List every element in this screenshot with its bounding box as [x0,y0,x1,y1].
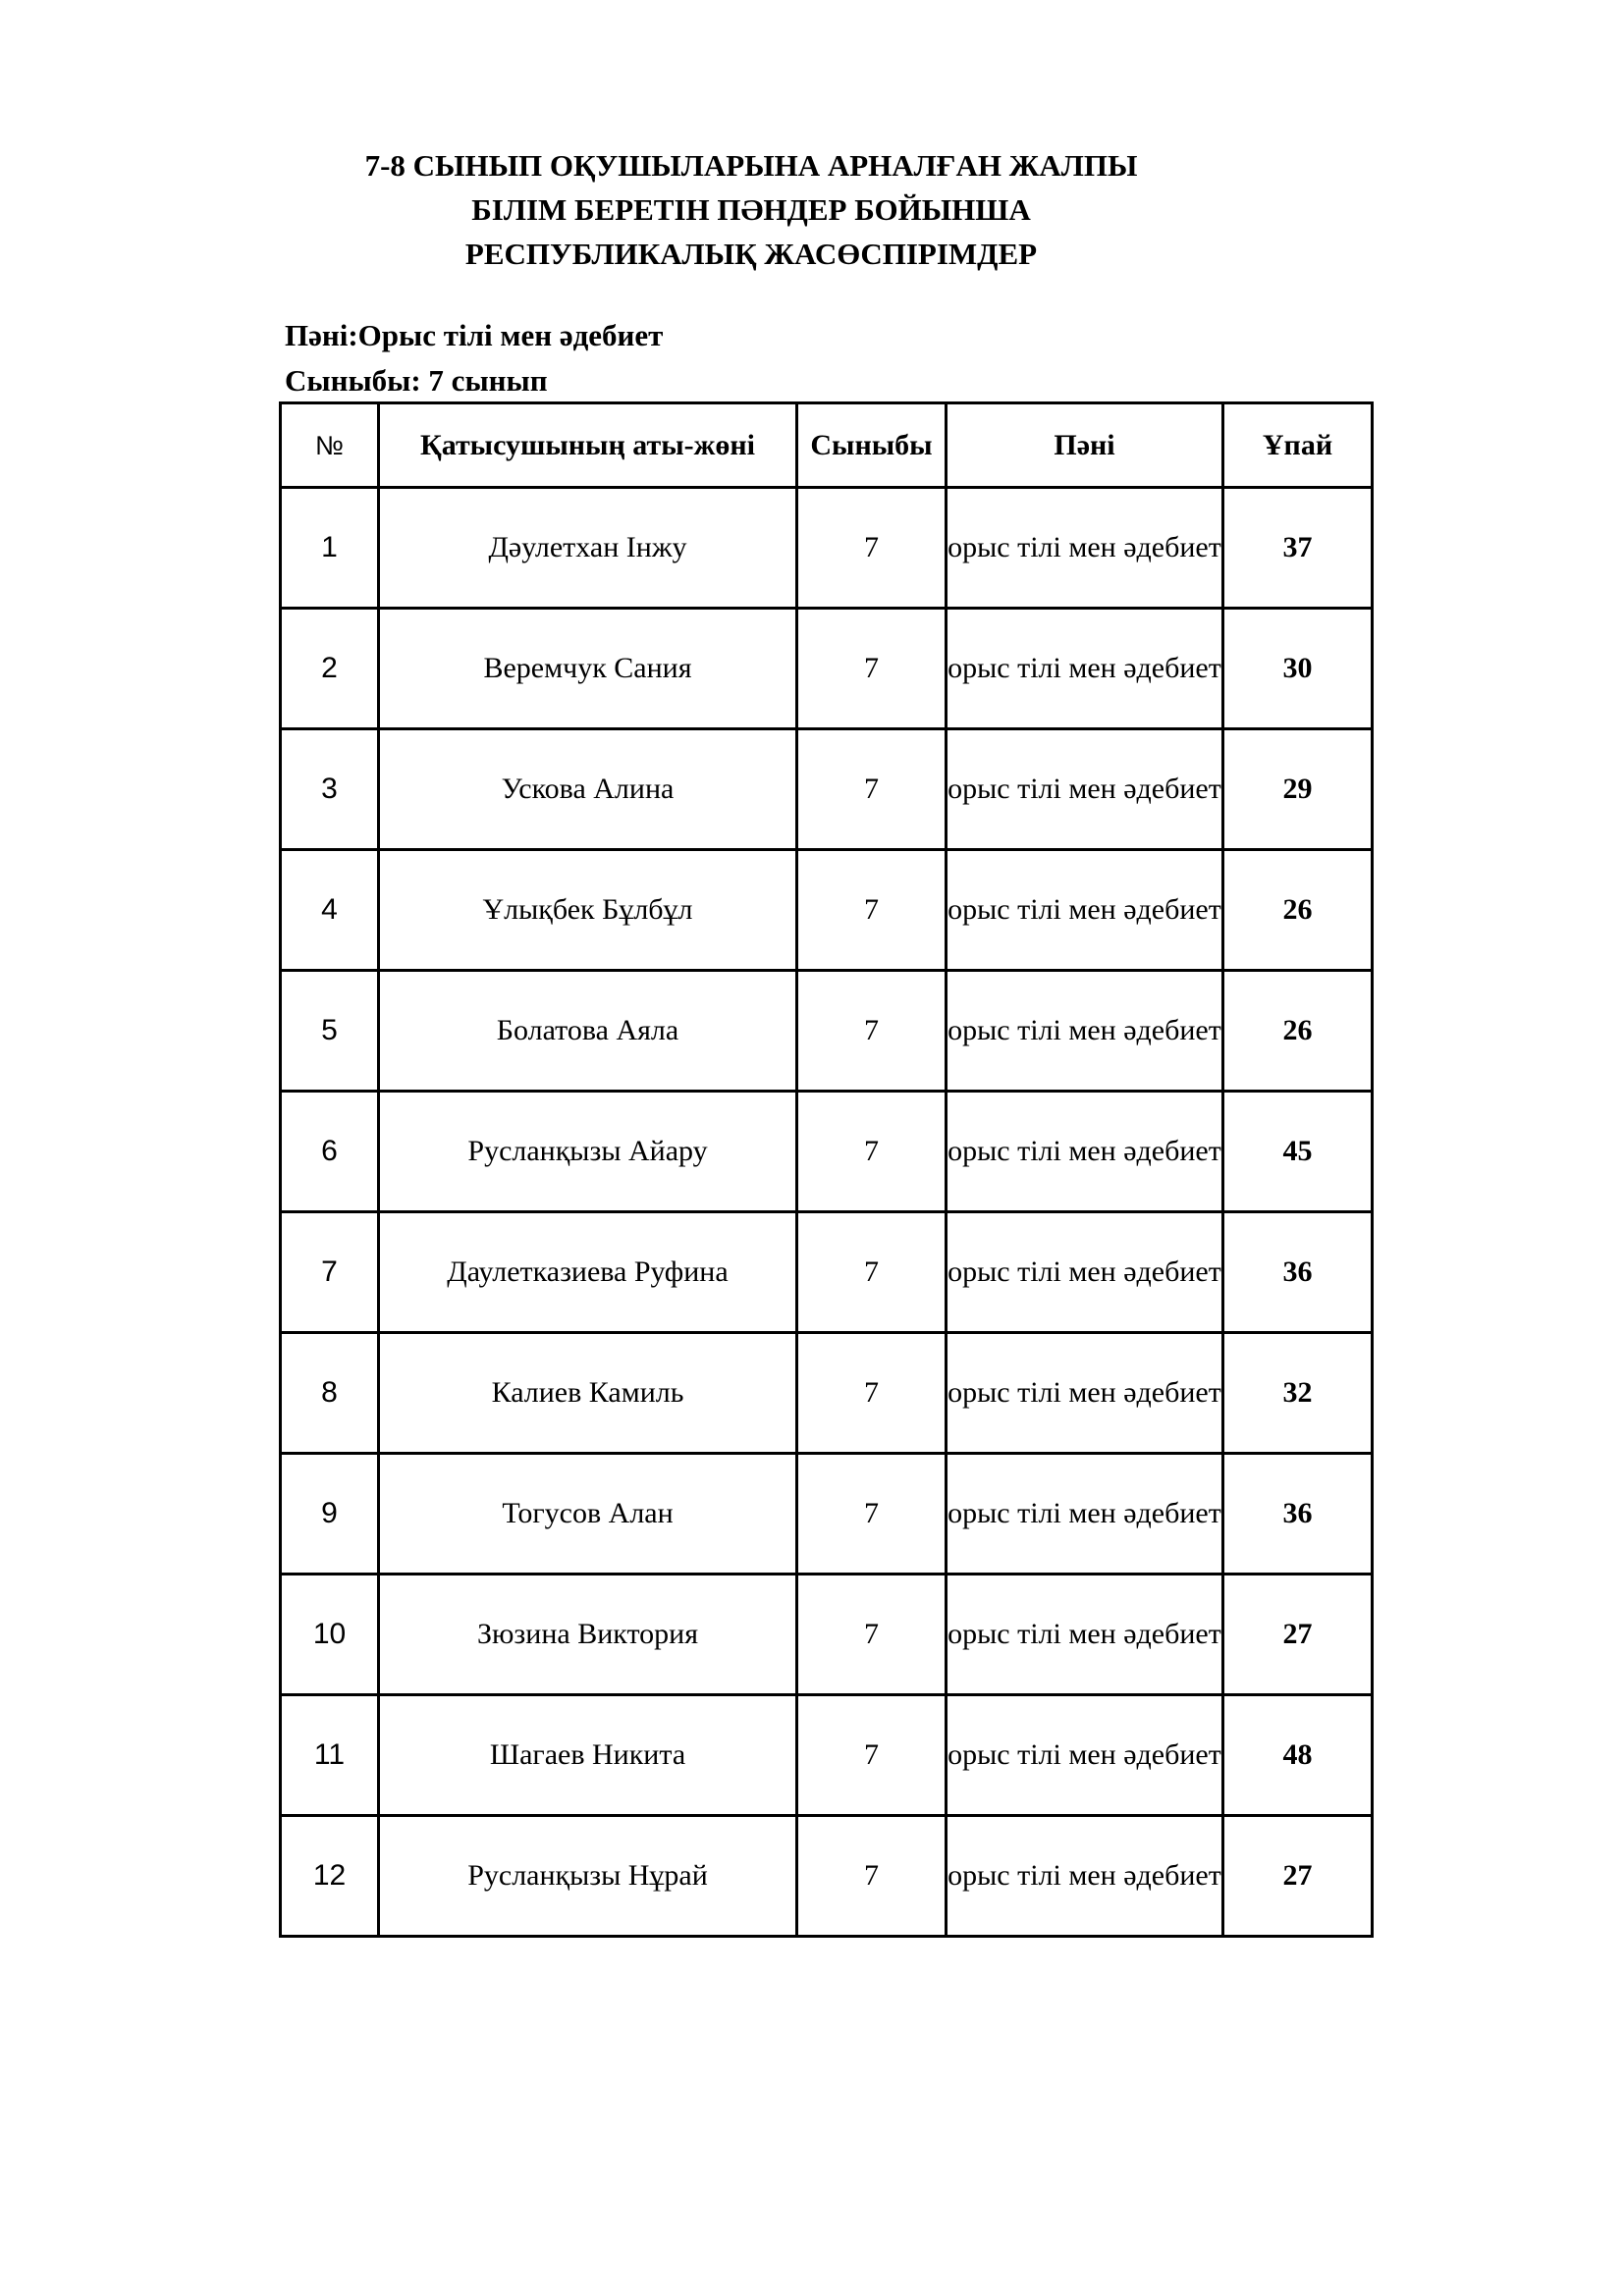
row-score: 37 [1223,488,1373,609]
table-row [281,1695,1373,1816]
row-class: 7 [797,971,947,1092]
row-subject: орыс тілі мен әдебиет [947,1333,1223,1454]
row-subject: орыс тілі мен әдебиет [947,609,1223,729]
row-number: 10 [281,1575,379,1695]
participant-name: Болатова Аяла [379,971,797,1092]
row-number: 6 [281,1092,379,1212]
results-table [279,401,1374,1938]
row-subject: орыс тілі мен әдебиет [947,488,1223,609]
row-score: 32 [1223,1333,1373,1454]
row-score: 36 [1223,1212,1373,1333]
row-number: 8 [281,1333,379,1454]
row-subject: орыс тілі мен әдебиет [947,1816,1223,1937]
row-score: 26 [1223,850,1373,971]
row-class: 7 [797,1816,947,1937]
row-number: 1 [281,488,379,609]
table-row [281,1333,1373,1454]
table-row [281,609,1373,729]
table-row [281,1212,1373,1333]
subject-line: Пәні:Орыс тілі мен әдебиет [285,318,664,352]
header-subject: Пәні [947,403,1223,488]
row-subject: орыс тілі мен әдебиет [947,850,1223,971]
title-line-2: БІЛІМ БЕРЕТІН ПӘНДЕР БОЙЫНША [471,192,1031,227]
row-class: 7 [797,1212,947,1333]
participant-name: Русланқызы Айару [379,1092,797,1212]
title-line-3: РЕСПУБЛИКАЛЫҚ ЖАСӨСПІРІМДЕР [464,237,1038,271]
row-number: 2 [281,609,379,729]
row-score: 27 [1223,1575,1373,1695]
row-score: 48 [1223,1695,1373,1816]
participant-name: Дәулетхан Інжу [379,488,797,609]
row-score: 26 [1223,971,1373,1092]
document-title [255,143,1247,276]
participant-name: Зюзина Виктория [379,1575,797,1695]
row-class: 7 [797,488,947,609]
table-row [281,488,1373,609]
participant-name: Даулетказиева Руфина [379,1212,797,1333]
row-class: 7 [797,1092,947,1212]
class-line: Сыныбы: 7 сынып [285,363,548,398]
participant-name: Тогусов Алан [379,1454,797,1575]
participant-name: Калиев Камиль [379,1333,797,1454]
row-number: 12 [281,1816,379,1937]
row-score: 36 [1223,1454,1373,1575]
row-class: 7 [797,1454,947,1575]
row-score: 45 [1223,1092,1373,1212]
row-number: 7 [281,1212,379,1333]
row-class: 7 [797,1575,947,1695]
row-score: 30 [1223,609,1373,729]
participant-name: Ұлықбек Бұлбұл [379,850,797,971]
row-class: 7 [797,1333,947,1454]
row-class: 7 [797,850,947,971]
row-subject: орыс тілі мен әдебиет [947,1575,1223,1695]
header-class: Сыныбы [797,403,947,488]
participant-name: Шагаев Никита [379,1695,797,1816]
row-subject: орыс тілі мен әдебиет [947,1212,1223,1333]
table-row [281,971,1373,1092]
row-number: 9 [281,1454,379,1575]
table-row [281,850,1373,971]
row-number: 11 [281,1695,379,1816]
title-line-1: 7-8 СЫНЫП ОҚУШЫЛАРЫНА АРНАЛҒАН ЖАЛПЫ [364,148,1138,183]
row-class: 7 [797,729,947,850]
table-row [281,1092,1373,1212]
table-header-row [281,403,1373,488]
row-score: 29 [1223,729,1373,850]
header-participant-name: Қатысушының аты-жөні [379,403,797,488]
table-row [281,1575,1373,1695]
row-subject: орыс тілі мен әдебиет [947,1695,1223,1816]
header-number: № [281,403,379,488]
row-number: 3 [281,729,379,850]
row-subject: орыс тілі мен әдебиет [947,729,1223,850]
row-class: 7 [797,1695,947,1816]
row-subject: орыс тілі мен әдебиет [947,971,1223,1092]
row-score: 27 [1223,1816,1373,1937]
table-body [281,488,1373,1937]
table-row [281,1816,1373,1937]
participant-name: Веремчук Сания [379,609,797,729]
table-row [281,729,1373,850]
participant-name: Ускова Алина [379,729,797,850]
row-class: 7 [797,609,947,729]
row-number: 5 [281,971,379,1092]
row-subject: орыс тілі мен әдебиет [947,1454,1223,1575]
header-score: Ұпай [1223,403,1373,488]
row-subject: орыс тілі мен әдебиет [947,1092,1223,1212]
table-row [281,1454,1373,1575]
participant-name: Русланқызы Нұрай [379,1816,797,1937]
row-number: 4 [281,850,379,971]
